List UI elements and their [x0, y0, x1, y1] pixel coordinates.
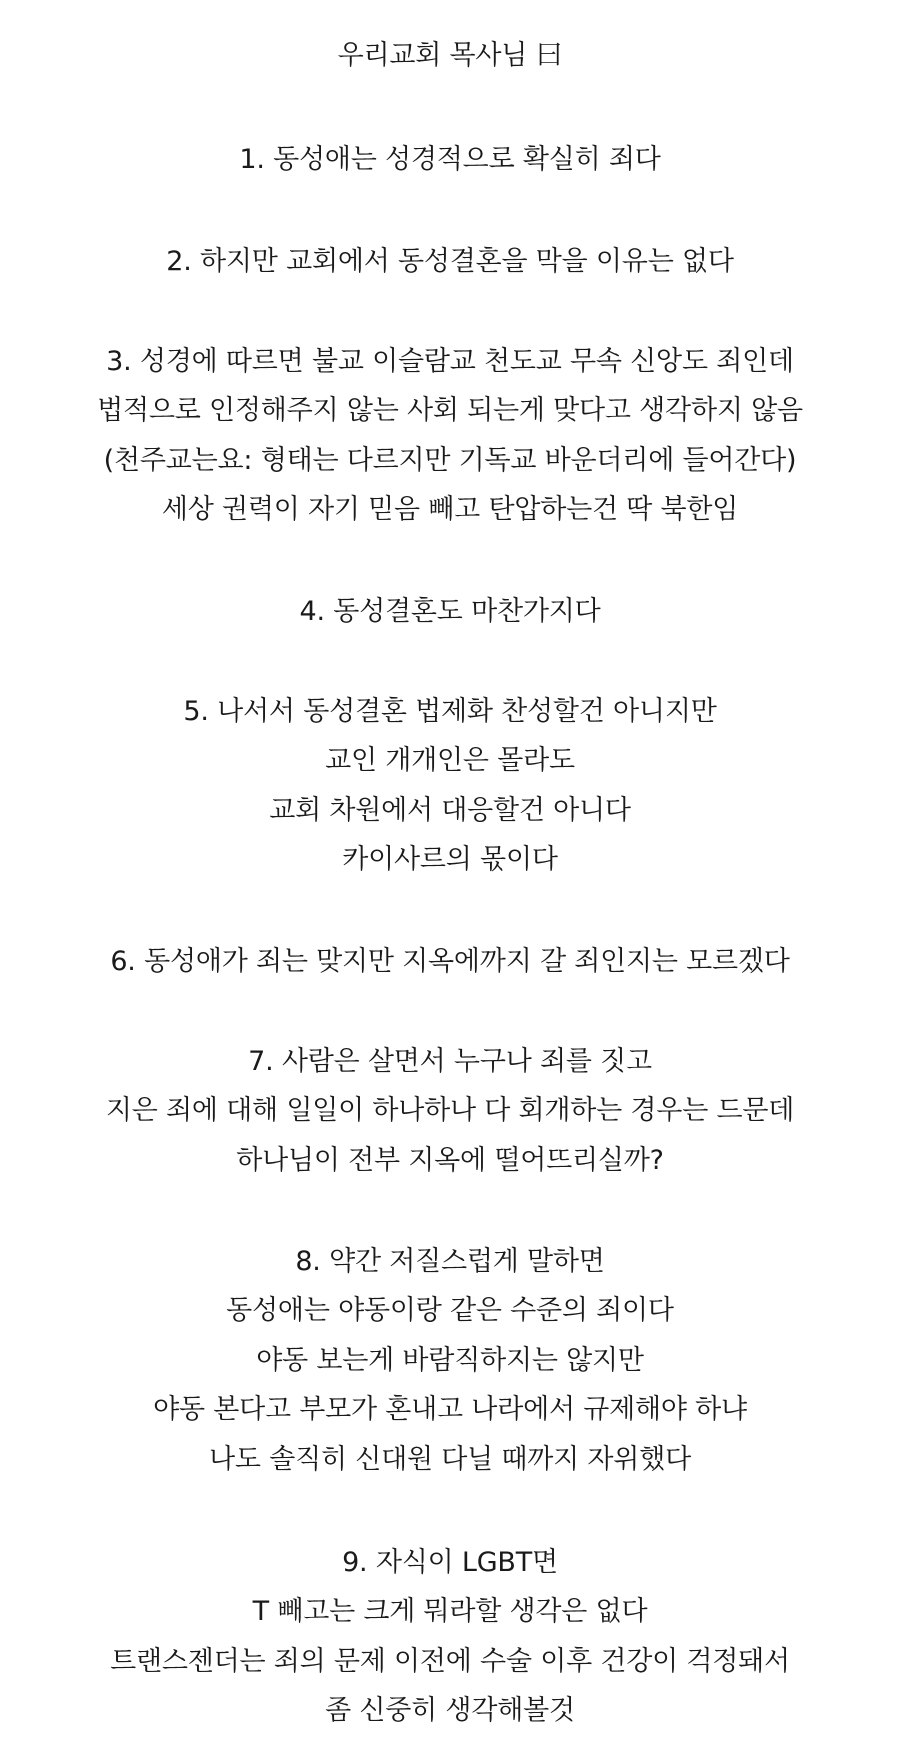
item-3-line-1: [0, 342, 900, 382]
item-text: 자식이 LGBT면: [375, 1547, 558, 1578]
item-3-line-3: (천주교는요: 형태는 다르지만 기독교 바운더리에 들어간다): [103, 445, 797, 476]
item-7-line-1: [0, 1042, 900, 1082]
item-9-line-1: [0, 1543, 900, 1583]
item-number: 3.: [106, 346, 132, 377]
item-number: 2.: [166, 246, 192, 277]
item-7-line-2: 지은 죄에 대해 일일이 하나하나 다 회개하는 경우는 드문데: [105, 1095, 795, 1126]
item-5-line-3: 교회 차원에서 대응할건 아니다: [269, 795, 631, 826]
item-text: 동성애는 성경적으로 확실히 죄다: [273, 144, 661, 175]
item-text: 나서서 동성결혼 법제화 찬성할건 아니지만: [217, 696, 717, 727]
item-2-line-1: [0, 242, 900, 282]
item-text: 동성애가 죄는 맞지만 지옥에까지 갈 죄인지는 모르겠다: [144, 946, 790, 977]
item-number: 8.: [295, 1246, 321, 1277]
document-title: 우리교회 목사님 曰: [337, 40, 563, 71]
item-9-line-4: 좀 신중히 생각해볼것: [325, 1695, 575, 1726]
item-1-line-1: [0, 140, 900, 180]
item-text: 동성결혼도 마찬가지다: [333, 596, 601, 627]
item-text: 약간 저질스럽게 말하면: [329, 1246, 605, 1277]
item-number: 9.: [342, 1547, 368, 1578]
item-3-line-4: 세상 권력이 자기 믿음 빼고 탄압하는건 딱 북한임: [161, 494, 739, 525]
item-7-line-3: 하나님이 전부 지옥에 떨어뜨리실까?: [236, 1145, 664, 1176]
item-number: 5.: [183, 696, 209, 727]
item-9-line-3: 트랜스젠더는 죄의 문제 이전에 수술 이후 건강이 걱정돼서: [110, 1646, 790, 1677]
item-8-line-5: 나도 솔직히 신대원 다닐 때까지 자위했다: [209, 1444, 691, 1475]
item-number: 4.: [299, 596, 325, 627]
item-8-line-4: 야동 본다고 부모가 혼내고 나라에서 규제해야 하냐: [153, 1394, 747, 1425]
item-text: 성경에 따르면 불교 이슬람교 천도교 무속 신앙도 죄인데: [139, 346, 794, 377]
item-6-line-1: [0, 942, 900, 982]
item-text: 사람은 살면서 누구나 죄를 짓고: [281, 1046, 652, 1077]
item-8-line-3: 야동 보는게 바람직하지는 않지만: [256, 1345, 644, 1376]
item-3-line-2: 법적으로 인정해주지 않는 사회 되는게 맞다고 생각하지 않음: [97, 395, 803, 426]
item-number: 6.: [110, 946, 136, 977]
item-9-line-2: T 빼고는 크게 뭐라할 생각은 없다: [252, 1596, 648, 1627]
item-5-line-4: 카이사르의 몫이다: [342, 844, 558, 875]
item-text: 하지만 교회에서 동성결혼을 막을 이유는 없다: [200, 246, 734, 277]
item-number: 7.: [248, 1046, 274, 1077]
item-4-line-1: [0, 592, 900, 632]
item-5-line-2: 교인 개개인은 몰라도: [325, 745, 575, 776]
item-8-line-2: 동성애는 야동이랑 같은 수준의 죄이다: [226, 1295, 674, 1326]
item-8-line-1: [0, 1242, 900, 1282]
item-5-line-1: [0, 692, 900, 732]
item-number: 1.: [239, 144, 265, 175]
